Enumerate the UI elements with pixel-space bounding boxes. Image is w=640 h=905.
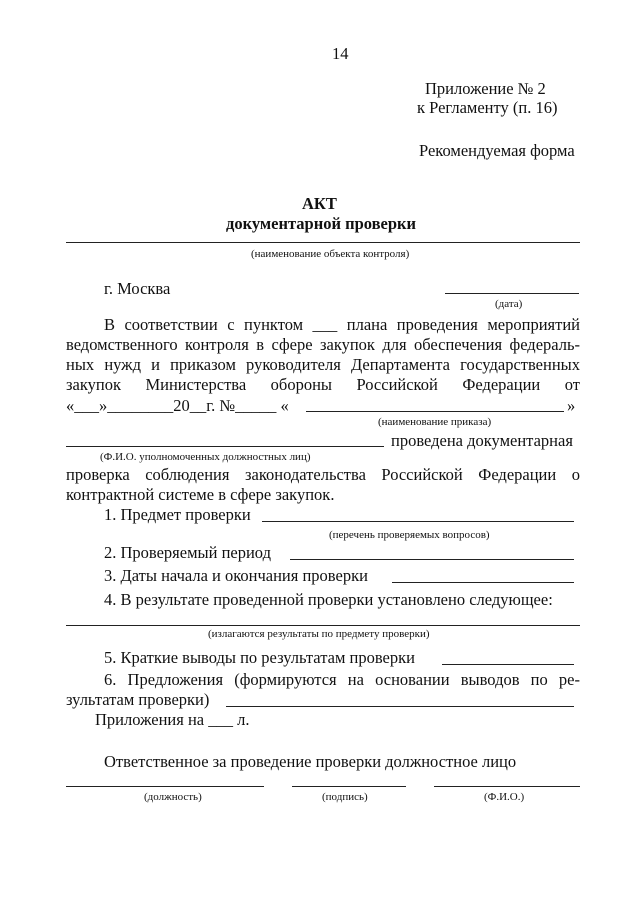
order-date-number: «___»________20__г. №_____ « xyxy=(66,396,289,415)
paragraph-line-4: закупок Министерства обороны Российской Федерации от xyxy=(66,375,580,394)
date-caption: (дата) xyxy=(495,298,523,310)
paragraph-line-2: ведомственного контроля в сфере закупок для обеспечения федераль- xyxy=(66,335,580,354)
item-1-subject: 1. Предмет проверки xyxy=(104,505,251,524)
paragraph-line-8: контрактной системе в сфере закупок. xyxy=(66,485,335,504)
item-6-proposals: 6. Предложения (формируются на основании выводов по ре- xyxy=(104,670,580,689)
conclusions-line xyxy=(442,664,574,665)
subject-line xyxy=(262,521,574,522)
position-line xyxy=(66,786,264,787)
appendix-label: Приложение № 2 xyxy=(425,79,546,98)
period-line xyxy=(290,559,574,560)
object-name-line xyxy=(66,242,580,243)
paragraph-line-3: ных нужд и приказом руководителя Департамента государственных xyxy=(66,355,580,374)
order-quote-close: » xyxy=(567,396,576,415)
order-name-line xyxy=(306,411,564,412)
questions-caption: (перечень проверяемых вопросов) xyxy=(329,529,490,541)
order-name-caption: (наименование приказа) xyxy=(378,416,492,428)
page-number: 14 xyxy=(332,44,349,63)
paragraph-line-7: проверка соблюдения законодательства Российской Федерации о xyxy=(66,465,580,484)
dates-line xyxy=(392,582,574,583)
proposals-line xyxy=(226,706,574,707)
results-caption: (излагаются результаты по предмету проверки) xyxy=(208,628,430,640)
results-line xyxy=(66,625,580,626)
paragraph-line-6: проведена документарная xyxy=(391,431,573,450)
signature-line xyxy=(292,786,406,787)
form-note: Рекомендуемая форма xyxy=(419,141,575,160)
regulation-ref: к Регламенту (п. 16) xyxy=(417,98,558,117)
date-line xyxy=(445,293,579,294)
document-title: АКТ xyxy=(302,194,337,213)
item-4-results: 4. В результате проведенной проверки установлено следующее: xyxy=(104,590,553,609)
fio-line xyxy=(434,786,580,787)
signature-caption: (подпись) xyxy=(322,791,368,803)
document-subtitle: документарной проверки xyxy=(226,214,417,233)
attachments: Приложения на ___ л. xyxy=(95,710,250,729)
item-6-proposals-cont: зультатам проверки) xyxy=(66,690,210,709)
city: г. Москва xyxy=(104,279,171,298)
persons-caption: (Ф.И.О. уполномоченных должностных лиц) xyxy=(100,451,311,463)
paragraph-line-1: В соответствии с пунктом ___ плана проведения мероприятий xyxy=(104,315,580,334)
item-3-dates: 3. Даты начала и окончания проверки xyxy=(104,566,368,585)
persons-line xyxy=(66,446,384,447)
item-5-conclusions: 5. Краткие выводы по результатам проверки xyxy=(104,648,415,667)
item-2-period: 2. Проверяемый период xyxy=(104,543,271,562)
fio-caption: (Ф.И.О.) xyxy=(484,791,525,803)
responsible-official: Ответственное за проведение проверки должностное лицо xyxy=(104,752,517,771)
position-caption: (должность) xyxy=(144,791,202,803)
object-name-caption: (наименование объекта контроля) xyxy=(251,248,410,260)
